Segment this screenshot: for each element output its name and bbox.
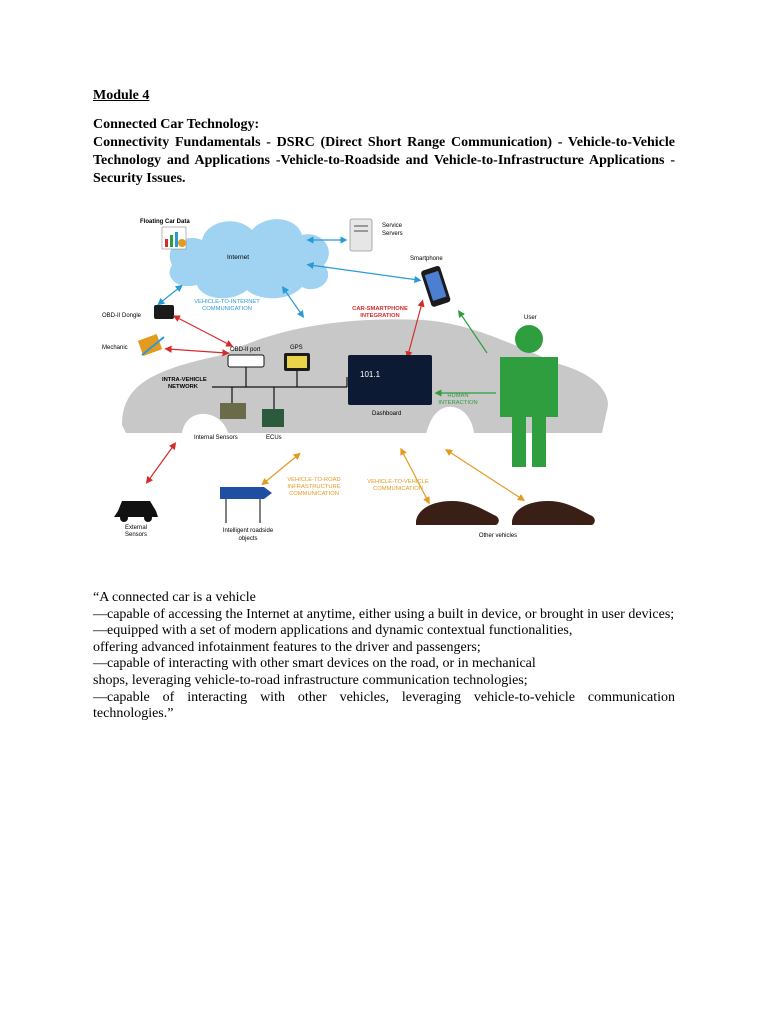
quote-line-1: “A connected car is a vehicle: [93, 590, 256, 605]
dashboard-label: Dashboard: [372, 411, 402, 417]
quote-line-4: offering advanced infotainment features to the driver and passengers;: [93, 639, 481, 655]
obd-dongle-label: OBD-II Dongle: [102, 313, 142, 319]
vehicle-to-vehicle-label-2: COMMUNICATION: [373, 486, 423, 492]
internal-sensors-icon: [220, 403, 246, 419]
human-interaction-label-1: HUMAN: [447, 393, 469, 399]
human-interaction-label-2: INTERACTION: [438, 400, 478, 406]
car-smartphone-label-1: CAR-SMARTPHONE: [352, 306, 408, 312]
intra-vehicle-label-1: INTRA-VEHICLE: [162, 377, 207, 383]
module-heading: Module 4: [93, 88, 150, 103]
quote-line-7: —capable of interacting with other vehicles, leveraging vehicle-to-vehicle communication technologies.”: [93, 689, 675, 722]
internet-cloud: [170, 219, 329, 298]
service-servers-label-1: Service: [382, 223, 403, 229]
internet-label: Internet: [226, 254, 250, 261]
ecu-icon: [262, 409, 284, 427]
dashboard-screen: [348, 355, 432, 405]
obd-port-icon: [228, 355, 264, 367]
external-sensors-label-2: Sensors: [124, 532, 148, 538]
vehicle-to-vehicle-label-1: VEHICLE-TO-VEHICLE: [367, 479, 429, 485]
connected-car-definition: [93, 590, 675, 723]
vehicle-to-road-label-3: COMMUNICATION: [289, 491, 339, 497]
rear-wheel-arch: [426, 413, 474, 461]
external-sensors-car-icon: [114, 501, 158, 522]
roadside-sign-icon: [220, 487, 272, 523]
smartphone-icon: [420, 265, 451, 307]
mechanic-label: Mechanic: [102, 345, 128, 351]
dashboard-display-value: 101.1: [360, 370, 381, 379]
external-sensors-label-1: External: [124, 525, 148, 531]
floating-car-data-label: Floating Car Data: [140, 219, 190, 225]
vehicle-to-road-label-1: VEHICLE-TO-ROAD: [287, 477, 341, 483]
other-vehicles-label: Other vehicles: [478, 533, 518, 539]
gps-label: GPS: [290, 345, 303, 351]
roadside-objects-label-2: objects: [238, 536, 258, 542]
other-vehicle-1-icon: [416, 501, 499, 525]
diagram-canvas: [92, 205, 612, 550]
ecus-label: ECUs: [266, 435, 282, 441]
obd-dongle-icon: [154, 305, 174, 319]
vehicle-to-internet-label-1: VEHICLE-TO-INTERNET: [194, 299, 260, 305]
obd-port-label: OBD-II port: [230, 347, 261, 353]
connected-car-diagram: [92, 205, 612, 550]
quote-line-2: —capable of accessing the Internet at anytime, either using a built in device, or brought in user devices;: [93, 606, 675, 622]
quote-line-6: shops, leveraging vehicle-to-road infrastructure communication technologies;: [93, 672, 528, 688]
internal-sensors-label: Internal Sensors: [194, 435, 238, 441]
service-servers-label-2: Servers: [382, 231, 403, 237]
smartphone-label: Smartphone: [410, 256, 443, 262]
quote-line-5: —capable of interacting with other smart devices on the road, or in mechanical: [93, 656, 536, 672]
intra-vehicle-label-2: NETWORK: [168, 384, 198, 390]
vehicle-to-road-label-2: INFRASTRUCTURE: [287, 484, 341, 490]
topics-list: Connectivity Fundamentals - DSRC (Direct Short Range Communication) - Vehicle-to-Vehicle Technology and Applications -Vehicle-to-Roadside and Vehicle-to-Infrastructure Applications -Security Issues.: [93, 135, 675, 186]
quote-line-3: —equipped with a set of modern applications and dynamic contextual functionalities,: [93, 623, 573, 639]
other-vehicle-2-icon: [512, 501, 595, 525]
roadside-objects-label-1: Intelligent roadside: [222, 528, 274, 534]
server-icon: [350, 219, 372, 251]
vehicle-to-internet-label-2: COMMUNICATION: [202, 306, 252, 312]
section-heading: [93, 116, 675, 188]
mechanic-tools-icon: [138, 334, 164, 356]
user-label: User: [524, 315, 537, 321]
floating-car-data-chart-icon: [162, 227, 186, 249]
section-title: Connected Car Technology:: [93, 117, 260, 132]
car-smartphone-label-2: INTEGRATION: [360, 313, 400, 319]
